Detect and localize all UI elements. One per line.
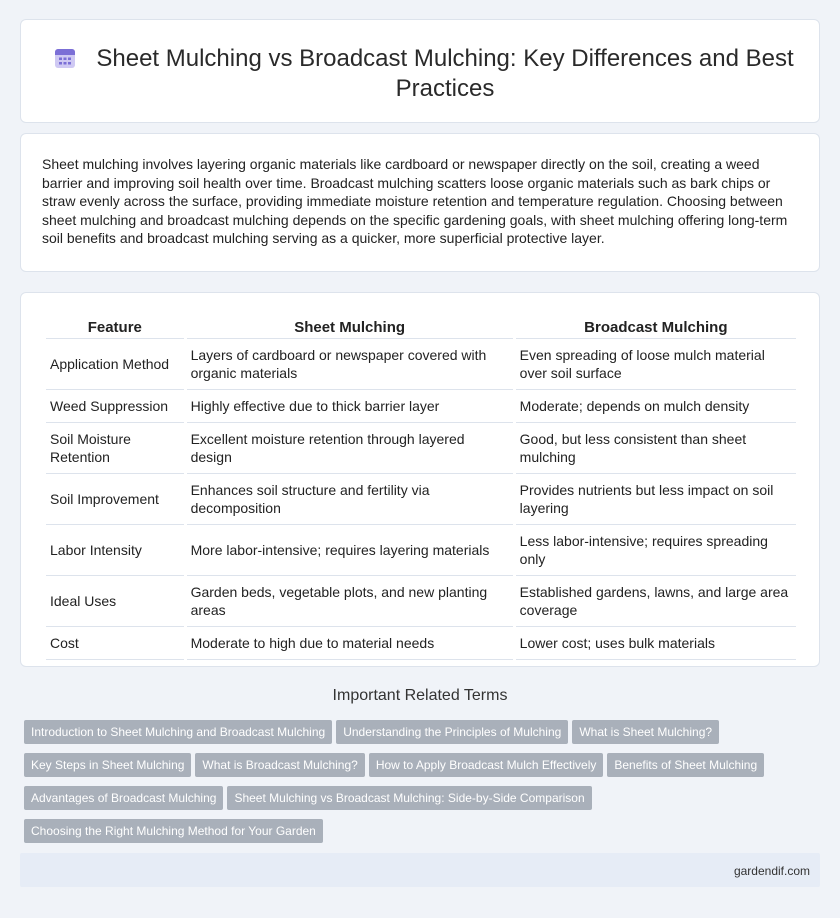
related-term-link[interactable]: Benefits of Sheet Mulching — [607, 753, 764, 777]
comparison-table — [43, 315, 799, 660]
related-term-link[interactable]: What is Broadcast Mulching? — [195, 753, 364, 777]
related-term-link[interactable]: Understanding the Principles of Mulching — [336, 720, 568, 744]
broadcast-mulching-cell: Provides nutrients but less impact on soil layering — [516, 474, 796, 525]
related-term-link[interactable]: Choosing the Right Mulching Method for Your Garden — [24, 819, 323, 843]
feature-cell: Weed Suppression — [46, 390, 184, 423]
broadcast-mulching-cell: Established gardens, lawns, and large area coverage — [516, 576, 796, 627]
sheet-mulching-cell: More labor-intensive; requires layering materials — [187, 525, 513, 576]
header-card — [20, 19, 820, 123]
broadcast-mulching-cell: Even spreading of loose mulch material over soil surface — [516, 339, 796, 390]
sheet-mulching-cell: Garden beds, vegetable plots, and new planting areas — [187, 576, 513, 627]
column-header-feature: Feature — [46, 315, 184, 339]
related-terms-title: Important Related Terms — [332, 687, 508, 704]
sheet-mulching-cell: Moderate to high due to material needs — [187, 627, 513, 660]
table-header-row — [46, 315, 796, 339]
related-terms-list — [24, 720, 814, 852]
sheet-mulching-cell: Enhances soil structure and fertility via decomposition — [187, 474, 513, 525]
related-term-link[interactable]: Advantages of Broadcast Mulching — [24, 786, 223, 810]
related-term-link[interactable]: How to Apply Broadcast Mulch Effectively — [369, 753, 604, 777]
table-row — [46, 627, 796, 660]
broadcast-mulching-cell: Less labor-intensive; requires spreading only — [516, 525, 796, 576]
feature-cell: Labor Intensity — [46, 525, 184, 576]
broadcast-mulching-cell: Good, but less consistent than sheet mulching — [516, 423, 796, 474]
related-term-link[interactable]: Key Steps in Sheet Mulching — [24, 753, 191, 777]
feature-cell: Soil Moisture Retention — [46, 423, 184, 474]
table-row — [46, 474, 796, 525]
intro-card — [20, 133, 820, 272]
feature-cell: Cost — [46, 627, 184, 660]
broadcast-mulching-cell: Moderate; depends on mulch density — [516, 390, 796, 423]
column-header-sheet-mulching: Sheet Mulching — [187, 315, 513, 339]
related-term-link[interactable]: What is Sheet Mulching? — [572, 720, 719, 744]
related-term-link[interactable]: Sheet Mulching vs Broadcast Mulching: Side-by-Side Comparison — [227, 786, 591, 810]
feature-cell: Soil Improvement — [46, 474, 184, 525]
page-title: Sheet Mulching vs Broadcast Mulching: Key Differences and Best Practices — [96, 45, 794, 102]
sheet-mulching-cell: Excellent moisture retention through layered design — [187, 423, 513, 474]
table-row — [46, 423, 796, 474]
table-row — [46, 576, 796, 627]
intro-paragraph: Sheet mulching involves layering organic materials like cardboard or newspaper directly on the soil, creating a weed barrier and improving soil health over time. Broadcast mulching scatters loose organic materials such as bark chips or straw evenly across the surface, providing immediate moisture retention and temperature regulation. Choosing between sheet mulching and broadcast mulching depends on the specific gardening goals, with sheet mulching offering long-term soil benefits and broadcast mulching serving as a quicker, more superficial protective layer. — [42, 156, 788, 246]
footer-site-link[interactable]: gardendif.com — [733, 864, 810, 878]
broadcast-mulching-cell: Lower cost; uses bulk materials — [516, 627, 796, 660]
table-row — [46, 525, 796, 576]
feature-cell: Application Method — [46, 339, 184, 390]
table-row — [46, 339, 796, 390]
feature-cell: Ideal Uses — [46, 576, 184, 627]
footer — [20, 853, 820, 887]
sheet-mulching-cell: Layers of cardboard or newspaper covered with organic materials — [187, 339, 513, 390]
comparison-table-card — [20, 292, 820, 667]
related-term-link[interactable]: Introduction to Sheet Mulching and Broadcast Mulching — [24, 720, 332, 744]
column-header-broadcast-mulching: Broadcast Mulching — [516, 315, 796, 339]
table-row — [46, 390, 796, 423]
sheet-mulching-cell: Highly effective due to thick barrier layer — [187, 390, 513, 423]
